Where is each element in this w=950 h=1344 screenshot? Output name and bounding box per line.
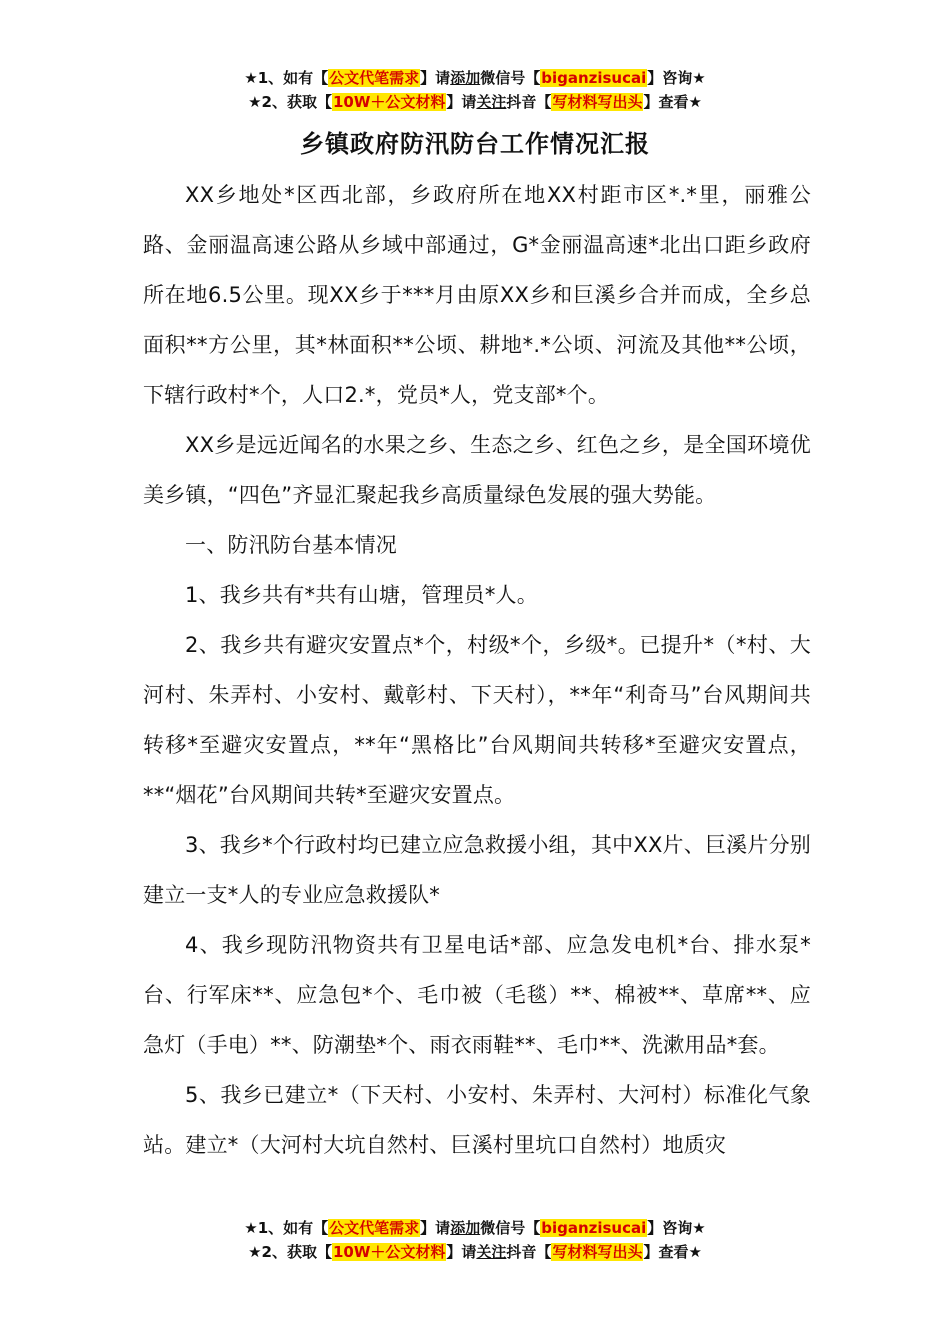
promo-highlight: 10W＋公文材料 bbox=[332, 93, 446, 111]
promo-underline: 添加 bbox=[450, 69, 481, 87]
paragraph: 4、我乡现防汛物资共有卫星电话*部、应急发电机*台、排水泵*台、行军床**、应急包*个、毛巾被（毛毯）**、棉被**、草席**、应急灯（手电）**、防潮垫*个、雨衣雨鞋**、毛巾**、洗漱用品*套。 bbox=[143, 933, 811, 1057]
paragraph: 1、我乡共有*共有山塘，管理员*人。 bbox=[185, 583, 538, 607]
promo-text: 微信号【 bbox=[480, 1219, 541, 1237]
promo-text: 抖音【 bbox=[506, 93, 552, 111]
footer-promo-banner bbox=[0, 1216, 950, 1264]
document-title: 乡镇政府防汛防台工作情况汇报 bbox=[300, 130, 650, 158]
promo-text: 】请 bbox=[446, 1243, 477, 1261]
promo-text: 】请 bbox=[420, 69, 451, 87]
paragraph: 5、我乡已建立*（下天村、小安村、朱弄村、大河村）标准化气象站。建立*（大河村大坑自然村、巨溪村里坑口自然村）地质灾 bbox=[143, 1083, 811, 1157]
promo-text: 抖音【 bbox=[506, 1243, 552, 1261]
document-body bbox=[143, 170, 811, 1170]
promo-highlight: 公文代笔需求 bbox=[329, 69, 420, 87]
promo-text: 微信号【 bbox=[480, 69, 541, 87]
promo-text: ★2、获取【 bbox=[248, 1243, 332, 1261]
promo-highlight: 写材料写出头 bbox=[552, 1243, 643, 1261]
promo-line-2 bbox=[0, 90, 950, 114]
promo-line-1 bbox=[0, 1216, 950, 1240]
promo-underline: 关注 bbox=[476, 93, 507, 111]
promo-text: ★1、如有【 bbox=[244, 69, 329, 87]
promo-line-2 bbox=[0, 1240, 950, 1264]
promo-line-1 bbox=[0, 66, 950, 90]
promo-text: 】请 bbox=[420, 1219, 451, 1237]
promo-text: 】咨询★ bbox=[647, 1219, 706, 1237]
promo-text: 】咨询★ bbox=[647, 69, 706, 87]
promo-text: 】查看★ bbox=[643, 1243, 702, 1261]
promo-highlight: 公文代笔需求 bbox=[329, 1219, 420, 1237]
promo-highlight: 写材料写出头 bbox=[552, 93, 643, 111]
paragraph: 3、我乡*个行政村均已建立应急救援小组，其中XX片、巨溪片分别建立一支*人的专业应急救援队* bbox=[143, 833, 811, 907]
promo-text: ★2、获取【 bbox=[248, 93, 332, 111]
promo-text: 】请 bbox=[446, 93, 477, 111]
promo-text: 】查看★ bbox=[643, 93, 702, 111]
promo-text: ★1、如有【 bbox=[244, 1219, 329, 1237]
promo-highlight: biganzisucai bbox=[541, 1219, 647, 1237]
section-heading: 一、防汛防台基本情况 bbox=[185, 533, 397, 557]
paragraph: XX乡地处*区西北部，乡政府所在地XX村距市区*.*里，丽雅公路、金丽温高速公路从乡域中部通过，G*金丽温高速*北出口距乡政府所在地6.5公里。现XX乡于***月由原XX乡和巨溪乡合并而成，全乡总面积**方公里，其*林面积**公顷、耕地*.*公顷、河流及其他**公顷，下辖行政村*个，人口2.*，党员*人，党支部*个。 bbox=[143, 183, 811, 407]
paragraph: XX乡是远近闻名的水果之乡、生态之乡、红色之乡，是全国环境优美乡镇，“四色”齐显汇聚起我乡高质量绿色发展的强大势能。 bbox=[143, 433, 811, 507]
promo-highlight: biganzisucai bbox=[541, 69, 647, 87]
promo-underline: 添加 bbox=[450, 1219, 481, 1237]
promo-underline: 关注 bbox=[476, 1243, 507, 1261]
paragraph: 2、我乡共有避灾安置点*个，村级*个，乡级*。已提升*（*村、大河村、朱弄村、小安村、戴彰村、下天村），**年“利奇马”台风期间共转移*至避灾安置点，**年“黑格比”台风期间共转移*至避灾安置点，**“烟花”台风期间共转*至避灾安置点。 bbox=[143, 633, 811, 807]
promo-highlight: 10W＋公文材料 bbox=[332, 1243, 446, 1261]
header-promo-banner bbox=[0, 66, 950, 114]
